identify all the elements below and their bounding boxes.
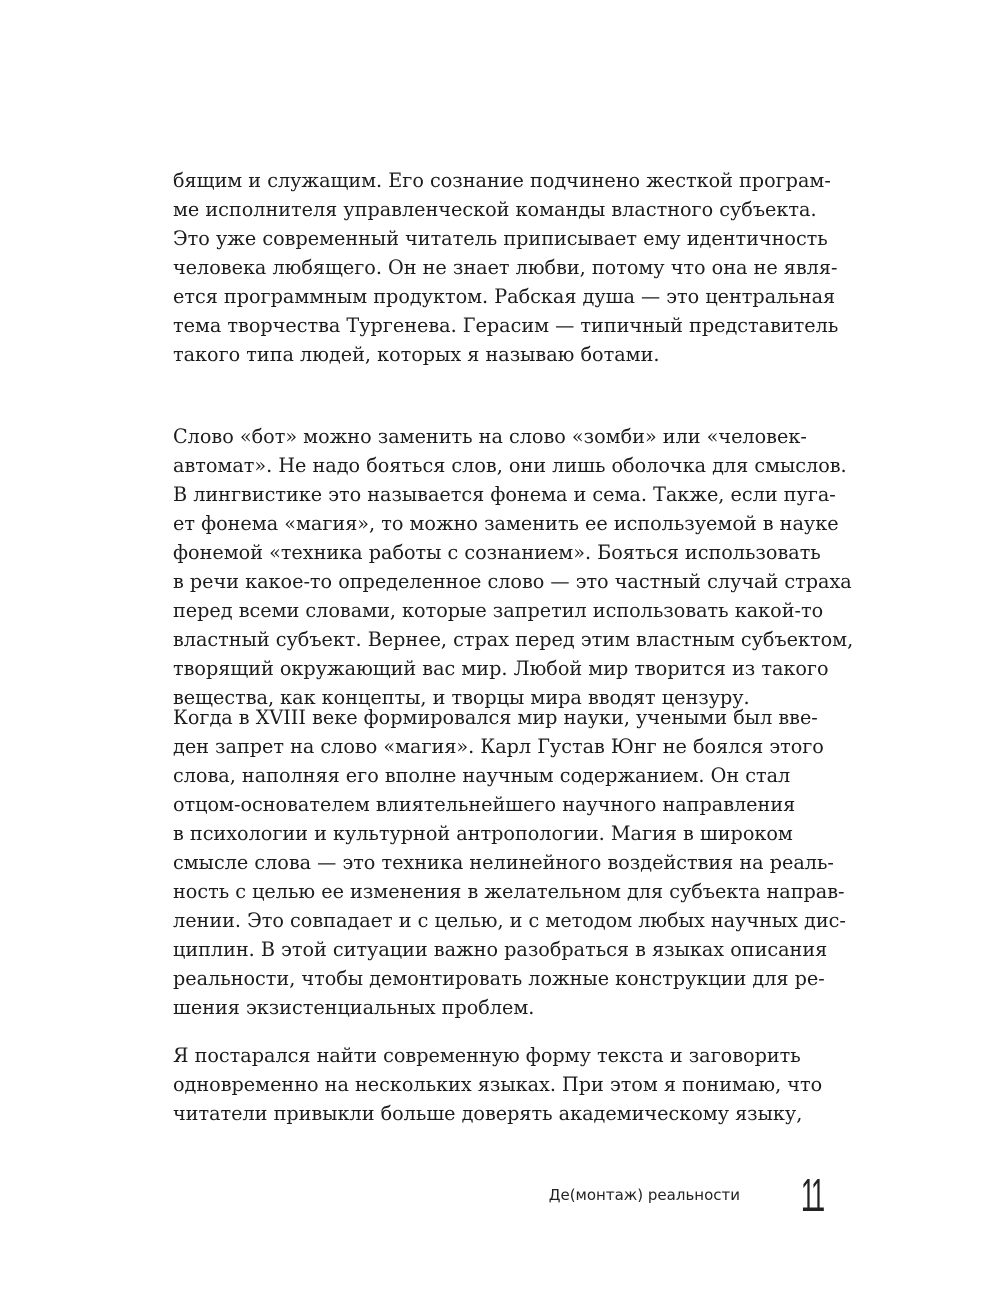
text-line: перед всеми словами, которые запретил использовать какой-то (173, 599, 824, 622)
text-line: Слово «бот» можно заменить на слово «зомби» или «человек- (173, 425, 807, 448)
text-line: автомат». Не надо бояться слов, они лишь оболочка для смыслов. (173, 454, 847, 477)
text-line: в психологии и культурной антропологии. Магия в широком (173, 822, 793, 845)
paragraph-1 (173, 166, 839, 369)
text-line: бящим и служащим. Его сознание подчинено жесткой програм- (173, 169, 831, 192)
text-line: фонемой «техника работы с сознанием». Бояться использовать (173, 541, 821, 564)
text-line: В лингвистике это называется фонема и сема. Также, если пуга- (173, 483, 836, 506)
text-line: Когда в XVIII веке формировался мир науки, учеными был вве- (173, 706, 818, 729)
text-line: ме исполнителя управленческой команды властного субъекта. (173, 198, 817, 221)
text-line: читатели привыкли больше доверять академическому языку, (173, 1102, 803, 1125)
text-line: отцом-основателем влиятельнейшего научного направления (173, 793, 796, 816)
text-line: творящий окружающий вас мир. Любой мир творится из такого (173, 657, 829, 680)
paragraph-2 (173, 422, 854, 712)
text-line: Я постарался найти современную форму текста и заговорить (173, 1044, 801, 1067)
paragraph-3 (173, 703, 846, 1022)
text-line: человека любящего. Он не знает любви, потому что она не явля- (173, 256, 838, 279)
text-line: смысле слова — это техника нелинейного воздействия на реаль- (173, 851, 834, 874)
text-line: ется программным продуктом. Рабская душа — это центральная (173, 285, 836, 308)
text-line: слова, наполняя его вполне научным содержанием. Он стал (173, 764, 791, 787)
text-line: циплин. В этой ситуации важно разобраться в языках описания (173, 938, 828, 961)
text-line: властный субъект. Вернее, страх перед этим властным субъектом, (173, 628, 854, 651)
text-line: вещества, как концепты, и творцы мира вводят цензуру. (173, 686, 750, 709)
running-footer-title: Де(монтаж) реальности (548, 1186, 740, 1204)
text-line: ет фонема «магия», то можно заменить ее используемой в науке (173, 512, 839, 535)
paragraph-4 (173, 1041, 823, 1128)
text-line: лении. Это совпадает и с целью, и с методом любых научных дис- (173, 909, 846, 932)
text-line: ность с целью ее изменения в желательном для субъекта направ- (173, 880, 845, 903)
text-line: тема творчества Тургенева. Герасим — типичный представитель (173, 314, 839, 337)
text-line: ден запрет на слово «магия». Карл Густав Юнг не боялся этого (173, 735, 824, 758)
text-line: Это уже современный читатель приписывает ему идентичность (173, 227, 828, 250)
text-line: в речи какое-то определенное слово — это частный случай страха (173, 570, 852, 593)
text-line: одновременно на нескольких языках. При этом я понимаю, что (173, 1073, 823, 1096)
page-number: 11 (801, 1169, 823, 1221)
text-line: такого типа людей, которых я называю ботами. (173, 343, 660, 366)
text-line: шения экзистенциальных проблем. (173, 996, 535, 1019)
text-line: реальности, чтобы демонтировать ложные конструкции для ре- (173, 967, 825, 990)
